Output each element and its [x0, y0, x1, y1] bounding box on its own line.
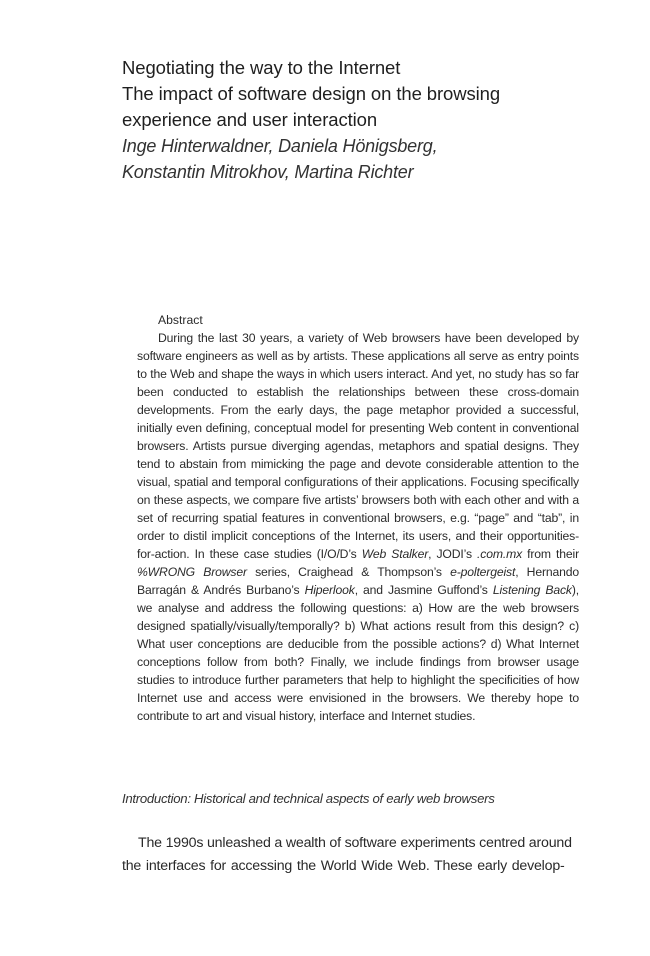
intro-line-1: The 1990s unleashed a wealth of software experiments centred around: [138, 835, 572, 851]
abstract-text-3: from their: [522, 547, 579, 561]
work-title-wrong-browser: %WRONG Browser: [137, 565, 247, 579]
work-title-e-poltergeist: e-poltergeist: [450, 565, 516, 579]
abstract-heading: Abstract: [158, 313, 203, 327]
abstract-text-6: , and Jasmine Guffond’s: [354, 583, 493, 597]
work-title-hiperlook: Hiperlook: [304, 583, 355, 597]
abstract-text-7: ), we analyse and address the following questions: a) How are the web browsers designed spatially/visually/temporally? b) What actions result from this design? c) What user conceptions are deducible from the possible actions? d) What Internet conceptions follow from both? Finally, we include findings from browser usage studies to introduce further parameters that help to highlight the specificities of how Internet use and access were envisioned in the browsers. We thereby hope to contribute to art and visual history, interface and Internet studies.: [137, 583, 579, 723]
author-line-1: Inge Hinterwaldner, Daniela Hönigsberg,: [122, 136, 438, 156]
work-title-listening-back: Listening Back: [492, 583, 572, 597]
abstract-text-5: , Hernando Barragán & Andrés Burbano’s: [137, 565, 579, 597]
abstract-body: [137, 329, 579, 725]
abstract-section: [137, 311, 579, 725]
intro-paragraph: [122, 832, 578, 878]
paper-header: [122, 55, 592, 185]
paper-title-line-2: The impact of software design on the browsing: [122, 83, 501, 104]
paper-title-line-1: Negotiating the way to the Internet: [122, 57, 401, 78]
paper-title-line-3: experience and user interaction: [122, 109, 378, 130]
author-line-2: Konstantin Mitrokhov, Martina Richter: [122, 162, 414, 182]
abstract-text-2: , JODI’s: [428, 547, 478, 561]
intro-line-2: the interfaces for accessing the World Wide Web. These early develop-: [122, 858, 565, 874]
section-heading: Introduction: Historical and technical aspects of early web browsers: [122, 791, 495, 806]
work-title-web-stalker: Web Stalker: [361, 547, 429, 561]
work-title-com-mx: .com.mx: [477, 547, 523, 561]
abstract-text-1: During the last 30 years, a variety of Web browsers have been developed by software engineers as well as by artists. These applications all serve as entry points to the Web and shape the ways in which users interact. And yet, no study has so far been conducted to establish the relationships between these cross-domain developments. From the early days, the page metaphor provided a successful, initially even defining, conceptual model for presenting Web content in conventional browsers. Artists pursue diverging agendas, metaphors and spatial designs. They tend to abstain from mimicking the page and devote considerable attention to the visual, spatial and temporal configurations of their applications. Focusing specifically on these aspects, we compare five artists’ browsers both with each other and with a set of recurring spatial features in conventional browsers, e.g. “page” and “tab”, in order to distil implicit conceptions of the Internet, its users, and their opportunities-for-action. In these case studies (I/O/D’s: [137, 331, 579, 561]
abstract-text-4: series, Craighead & Thompson’s: [246, 565, 451, 579]
